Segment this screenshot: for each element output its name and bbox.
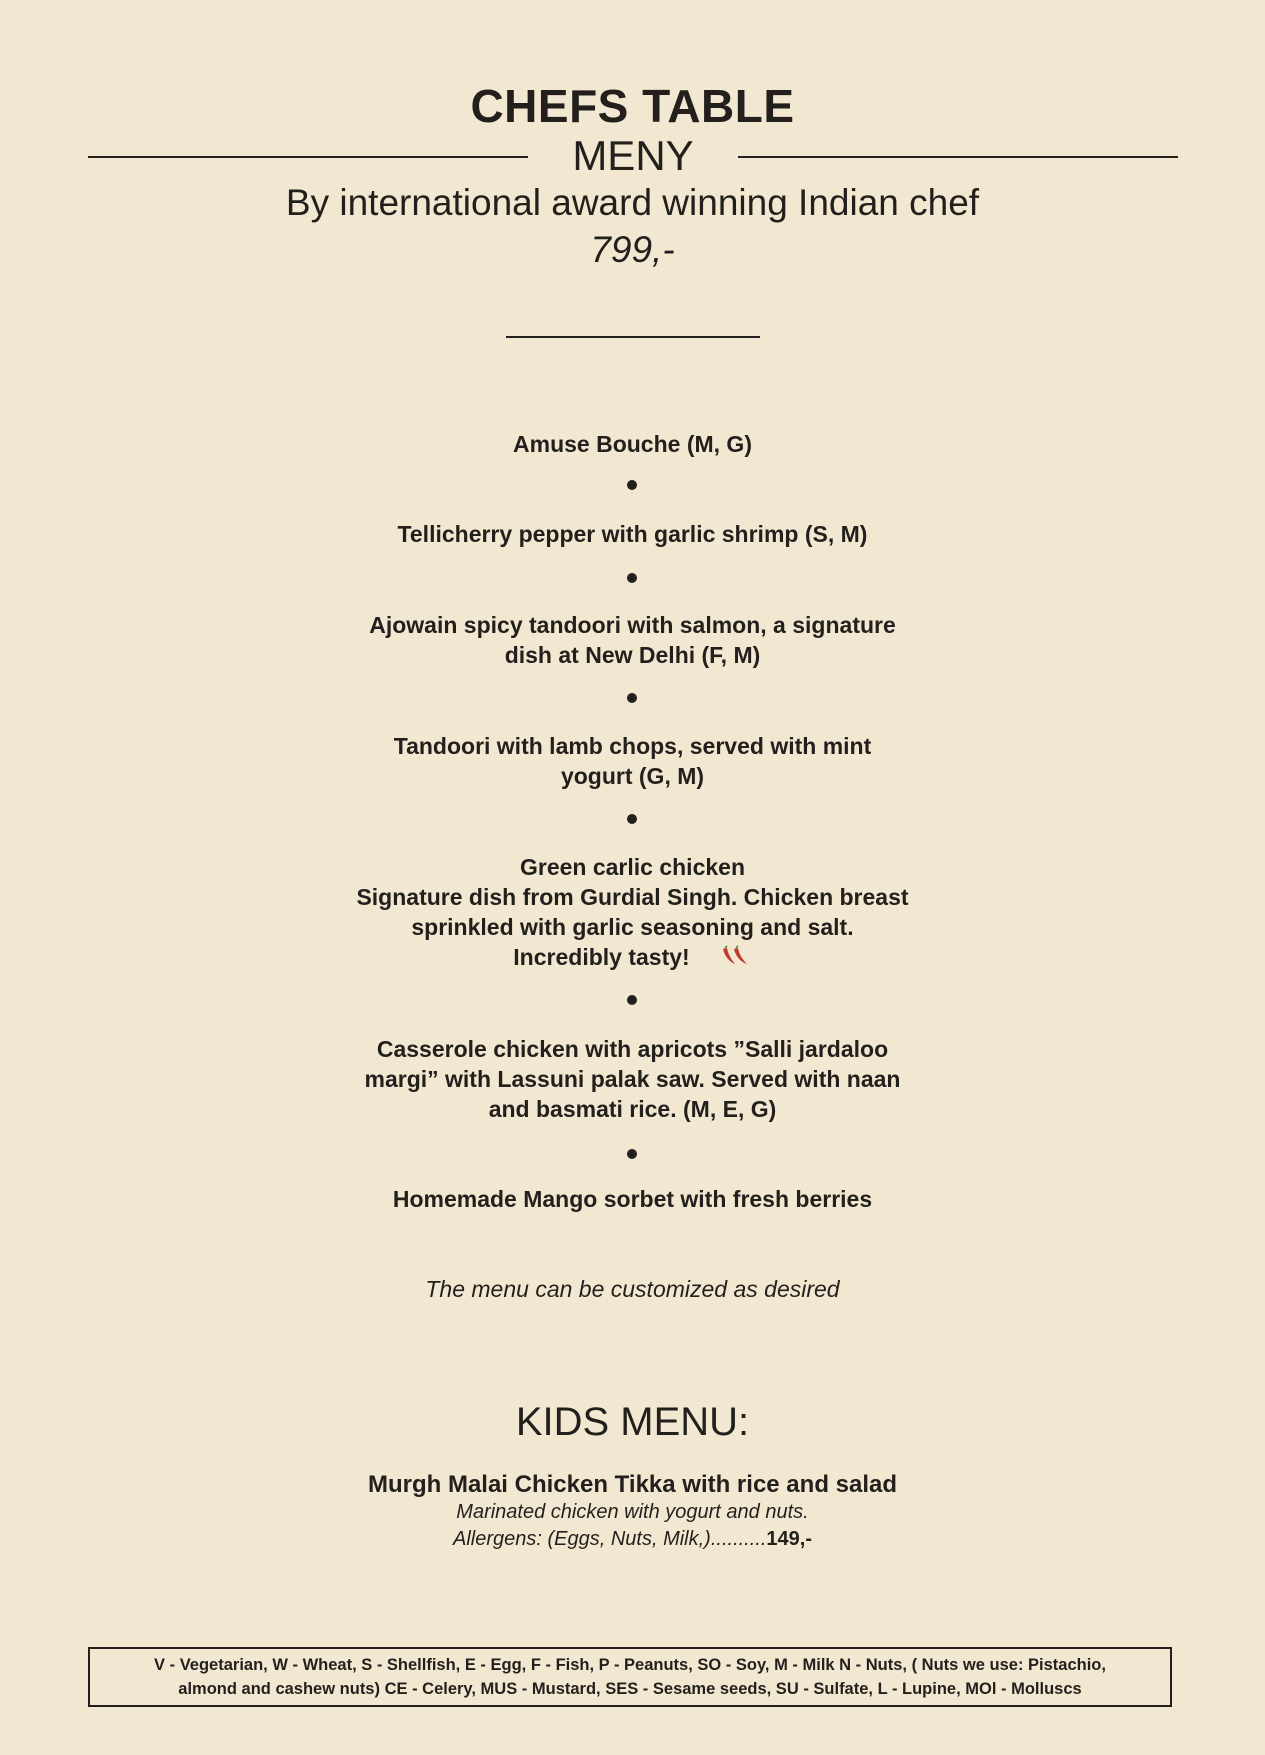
menu-title: CHEFS TABLE — [470, 80, 795, 132]
bullet-separator — [627, 480, 637, 490]
course-line: sprinkled with garlic seasoning and salt. — [411, 914, 854, 940]
course-line: Tandoori with lamb chops, served with mint — [393, 733, 872, 759]
bullet-separator — [627, 1149, 637, 1159]
course-line: Homemade Mango sorbet with fresh berries — [392, 1186, 873, 1212]
course-line: Tellicherry pepper with garlic shrimp (S, M) — [397, 521, 868, 547]
kids-menu-title: KIDS MENU: — [515, 1400, 750, 1444]
customization-note: The menu can be customized as desired — [425, 1276, 840, 1302]
subtitle-rule-right — [738, 156, 1178, 158]
course-line: and basmati rice. (M, E, G) — [488, 1096, 777, 1122]
course-line: yogurt (G, M) — [560, 763, 705, 789]
bullet-separator — [627, 693, 637, 703]
course-line: margi” with Lassuni palak saw. Served with naan — [364, 1066, 901, 1092]
course-line: dish at New Delhi (F, M) — [504, 642, 761, 668]
course-item — [300, 852, 965, 974]
course-item — [300, 731, 965, 791]
course-item — [300, 1034, 965, 1124]
kids-dish-description: Marinated chicken with yogurt and nuts. — [456, 1501, 809, 1523]
legend-line: almond and cashew nuts) CE - Celery, MUS - Mustard, SES - Sesame seeds, SU - Sulfate, L - Lupine, MOl - Molluscs — [178, 1680, 1082, 1698]
bullet-separator — [627, 995, 637, 1005]
course-line: Amuse Bouche (M, G) — [513, 431, 752, 457]
chili-pepper-icon — [720, 944, 752, 974]
course-item — [300, 610, 965, 670]
kids-allergens: Allergens: (Eggs, Nuts, Milk,).......... — [452, 1528, 767, 1550]
course-line: Incredibly tasty! — [513, 944, 690, 970]
bullet-separator — [627, 814, 637, 824]
subtitle-row — [88, 128, 1178, 184]
course-item — [300, 1184, 965, 1214]
menu-price: 799,- — [590, 229, 675, 270]
divider — [506, 336, 760, 338]
kids-dish-name: Murgh Malai Chicken Tikka with rice and salad — [367, 1471, 898, 1498]
bullet-separator — [627, 573, 637, 583]
kids-price: 149,- — [766, 1528, 812, 1550]
course-line: Signature dish from Gurdial Singh. Chicken breast — [356, 884, 909, 910]
course-item — [300, 429, 965, 459]
course-line-last — [300, 942, 965, 974]
kids-allergens-line — [0, 1525, 1265, 1553]
course-line: Casserole chicken with apricots ”Salli jardaloo — [376, 1036, 889, 1062]
menu-subtitle: MENY — [572, 132, 694, 179]
course-item — [300, 519, 965, 549]
allergen-legend — [88, 1647, 1172, 1707]
legend-line: V - Vegetarian, W - Wheat, S - Shellfish, E - Egg, F - Fish, P - Peanuts, SO - Soy, M - Milk N - Nuts, ( Nuts we use: Pistachio, — [154, 1656, 1106, 1674]
course-line: Ajowain spicy tandoori with salmon, a signature — [369, 612, 896, 638]
course-line: Green carlic chicken — [519, 854, 745, 880]
chef-tagline: By international award winning Indian chef — [285, 182, 980, 223]
